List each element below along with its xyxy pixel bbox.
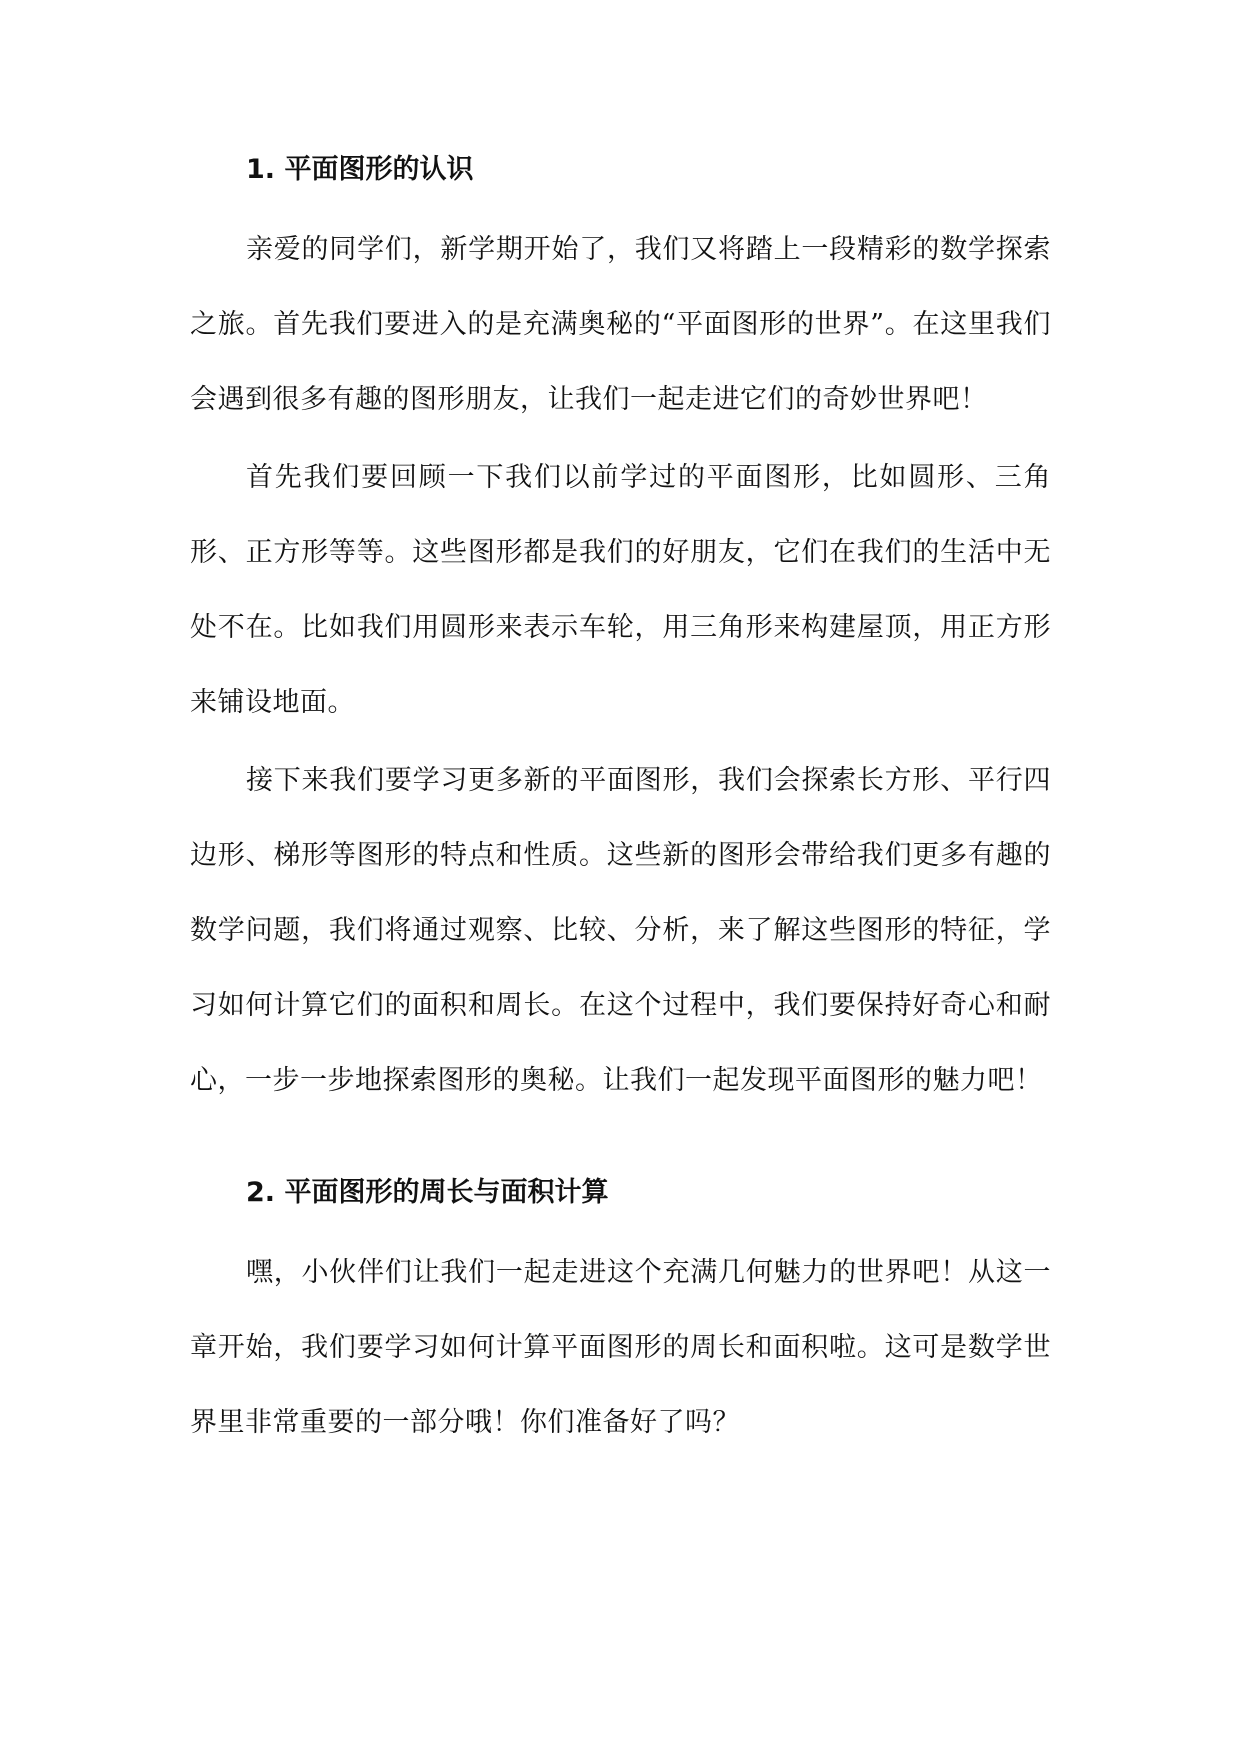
paragraph: 接下来我们要学习更多新的平面图形，我们会探索长方形、平行四边形、梯形等图形的特点和性质。这些新的图形会带给我们更多有趣的数学问题，我们将通过观察、比较、分析，来了解这些图形的特征，学习如何计算它们的面积和周长。在这个过程中，我们要保持好奇心和耐心，一步一步地探索图形的奥秘。让我们一起发现平面图形的魅力吧！ (190, 765, 1051, 1096)
document-body (190, 140, 1051, 1463)
section-heading: 2. 平面图形的周长与面积计算 (246, 1177, 609, 1208)
section-plane-figures-intro (190, 140, 1051, 1118)
section-heading: 1. 平面图形的认识 (246, 154, 474, 185)
paragraph: 首先我们要回顾一下我们以前学过的平面图形，比如圆形、三角形、正方形等等。这些图形都是我们的好朋友，它们在我们的生活中无处不在。比如我们用圆形来表示车轮，用三角形来构建屋顶，用正方形来铺设地面。 (190, 462, 1051, 718)
paragraph: 亲爱的同学们，新学期开始了，我们又将踏上一段精彩的数学探索之旅。首先我们要进入的是充满奥秘的“平面图形的世界”。在这里我们会遇到很多有趣的图形朋友，让我们一起走进它们的奇妙世界吧！ (190, 234, 1051, 415)
section-perimeter-area (190, 1163, 1051, 1460)
paragraph: 嘿，小伙伴们让我们一起走进这个充满几何魅力的世界吧！从这一章开始，我们要学习如何计算平面图形的周长和面积啦。这可是数学世界里非常重要的一部分哦！你们准备好了吗？ (190, 1257, 1051, 1438)
